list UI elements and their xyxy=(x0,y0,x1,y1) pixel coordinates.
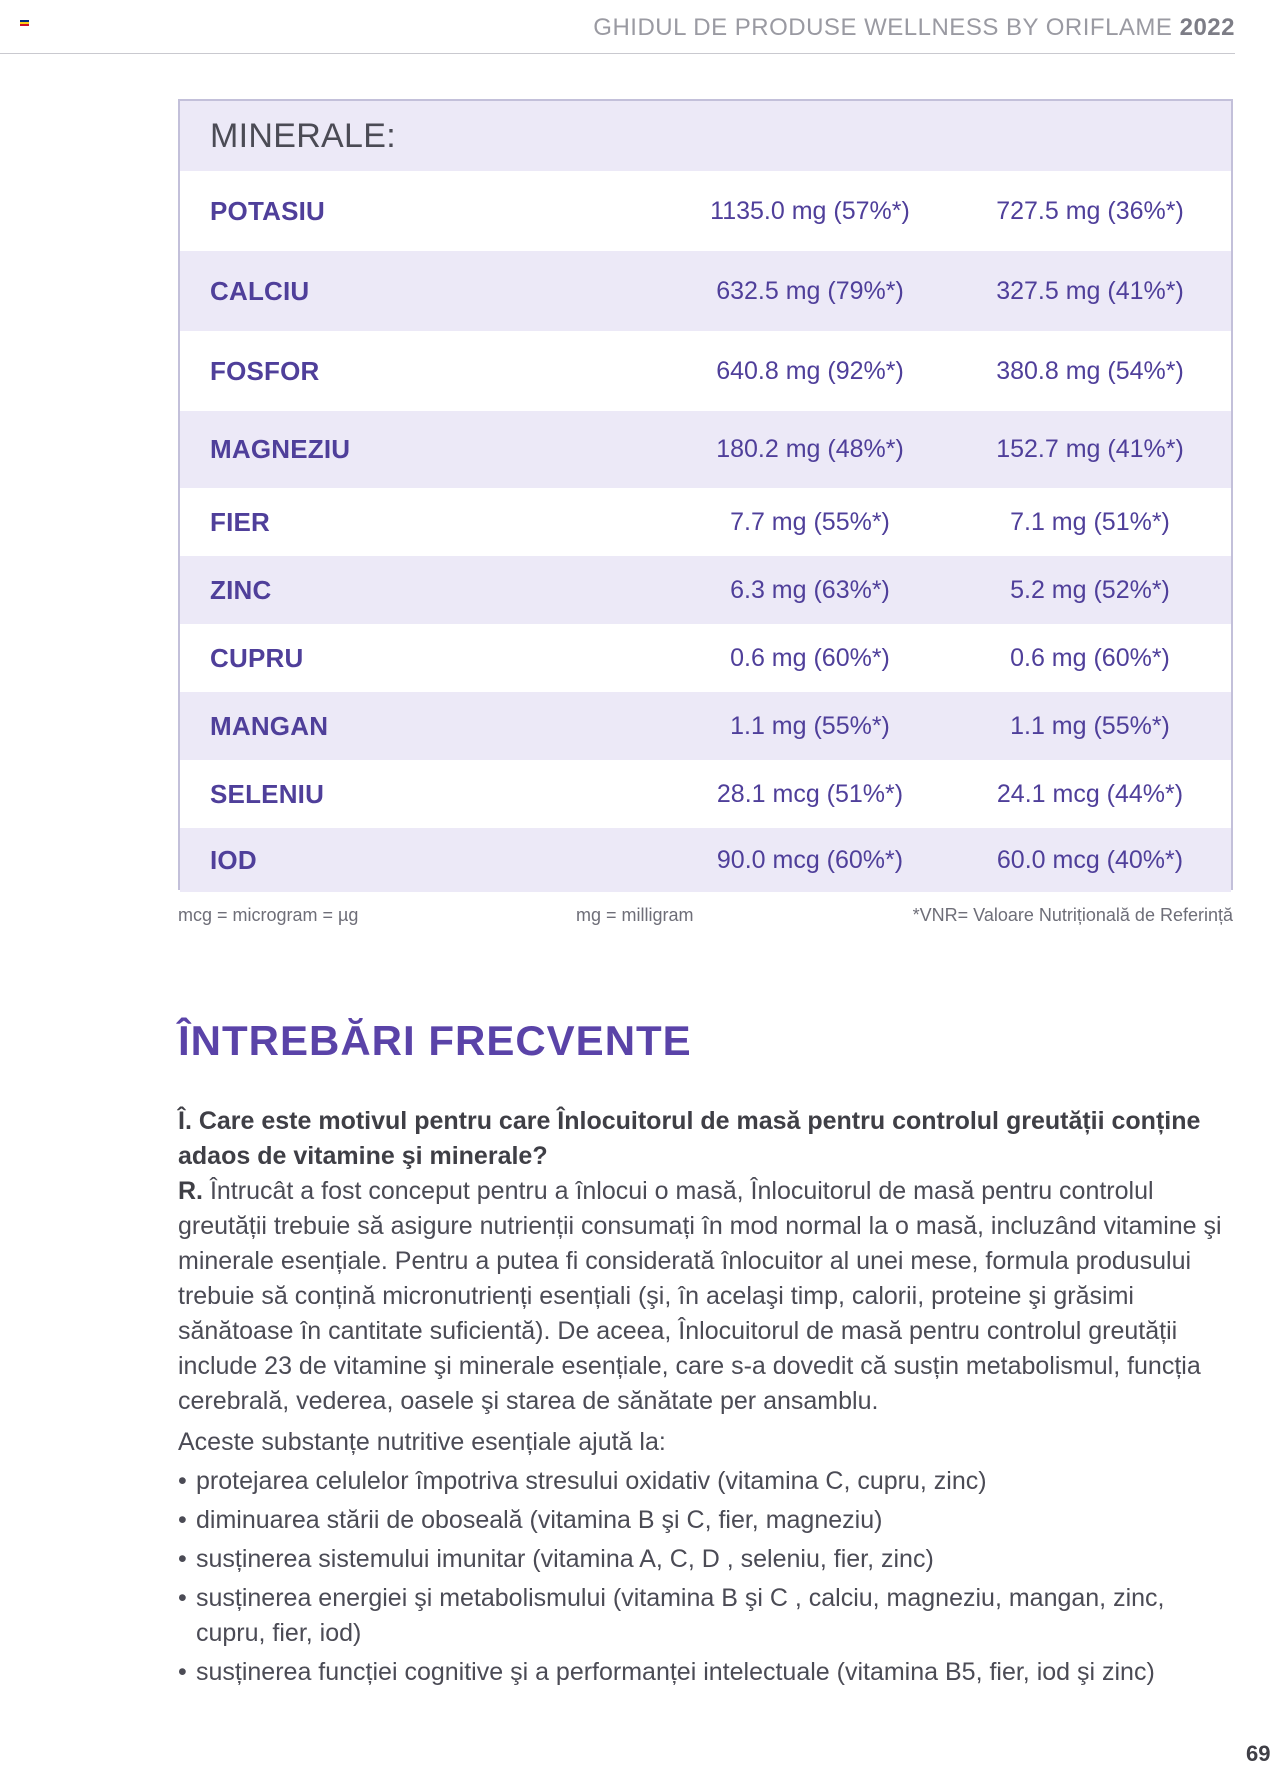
mineral-value-2: 0.6 mg (60%*) xyxy=(1010,643,1170,672)
faq-title: ÎNTREBĂRI FRECVENTE xyxy=(178,1017,692,1064)
mineral-value-2: 727.5 mg (36%*) xyxy=(996,196,1184,225)
table-heading: MINERALE: xyxy=(210,116,396,155)
faq-question: Î. Care este motivul pentru care Înlocuitorul de masă pentru controlul greutății conține adaos de vitamine şi minerale? xyxy=(178,1107,1201,1170)
mineral-name: MAGNEZIU xyxy=(210,434,351,464)
mineral-value-2: 327.5 mg (41%*) xyxy=(996,276,1184,305)
mineral-value-2: 1.1 mg (55%*) xyxy=(1010,711,1170,740)
benefits-list xyxy=(178,1464,1238,1690)
mineral-value-1: 1.1 mg (55%*) xyxy=(730,711,890,740)
mineral-value-1: 6.3 mg (63%*) xyxy=(730,575,890,604)
legend-mcg: mcg = microgram = µg xyxy=(178,905,359,925)
header-divider xyxy=(0,53,1235,54)
list-item: • protejarea celulelor împotriva stresului oxidativ (vitamina C, cupru, zinc) xyxy=(178,1464,1238,1499)
mineral-value-1: 640.8 mg (92%*) xyxy=(716,356,904,385)
mineral-name: IOD xyxy=(210,844,257,875)
header-year: 2022 xyxy=(1179,14,1235,41)
table-row xyxy=(180,171,1231,251)
faq-intro: Aceste substanțe nutritive esențiale ajută la: xyxy=(178,1428,666,1456)
mineral-value-2: 5.2 mg (52%*) xyxy=(1010,575,1170,604)
mineral-value-1: 180.2 mg (48%*) xyxy=(716,435,904,463)
table-row xyxy=(180,692,1231,760)
flag-stripe-red xyxy=(20,24,29,26)
legend-vnr: *VNR= Valoare Nutrițională de Referință xyxy=(912,905,1233,925)
list-item: • susținerea energiei şi metabolismului (vitamina B şi C , calciu, magneziu, mangan, zinc, cupru, fier, iod) xyxy=(178,1581,1238,1651)
table-heading-row xyxy=(180,101,1231,171)
legend-mg: mg = milligram xyxy=(576,905,694,925)
answer-text: Întrucât a fost conceput pentru a înlocui o masă, Înlocuitorul de masă pentru controlul greutății trebuie să asigure nutrienții consumați în mod normal la o masă, incluzând vitamine şi minerale esențiale. Pentru a putea fi considerată înlocuitor al unei mese, formula produsului trebuie să conțină micronutrienți esențiali (şi, în acelaşi timp, calorii, proteine şi grăsimi sănătoase în cantitate suficientă). De aceea, Înlocuitorul de masă pentru controlul greutății include 23 de vitamine şi minerale esențiale, care s-a dovedit că susțin metabolismul, funcția cerebrală, vederea, oasele şi starea de sănătate per ansamblu. xyxy=(178,1177,1222,1415)
mineral-value-1: 0.6 mg (60%*) xyxy=(730,643,890,672)
mineral-value-2: 24.1 mcg (44%*) xyxy=(996,779,1184,808)
table-row xyxy=(180,251,1231,331)
mineral-value-1: 1135.0 mg (57%*) xyxy=(710,196,910,225)
romanian-flag-icon xyxy=(20,20,29,26)
answer-prefix: R. xyxy=(178,1177,203,1205)
table-row xyxy=(180,556,1231,624)
table-row xyxy=(180,760,1231,828)
mineral-name: FOSFOR xyxy=(210,355,320,386)
mineral-name: POTASIU xyxy=(210,195,326,226)
list-item: • diminuarea stării de oboseală (vitamina B şi C, fier, magneziu) xyxy=(178,1503,1238,1538)
page-number: 69 xyxy=(1246,1741,1271,1766)
mineral-name: CUPRU xyxy=(210,642,304,673)
faq-answer xyxy=(178,1174,1238,1419)
mineral-value-1: 632.5 mg (79%*) xyxy=(716,276,904,305)
table-row xyxy=(180,488,1231,556)
mineral-value-1: 7.7 mg (55%*) xyxy=(730,507,890,536)
list-item: • susținerea sistemului imunitar (vitamina A, C, D , seleniu, fier, zinc) xyxy=(178,1542,1238,1577)
list-item: • susținerea funcției cognitive şi a performanței intelectuale (vitamina B5, fier, iod şi zinc) xyxy=(178,1655,1238,1690)
table-row xyxy=(180,828,1231,892)
mineral-name: ZINC xyxy=(210,574,272,605)
mineral-name: SELENIU xyxy=(210,778,325,809)
mineral-value-1: 28.1 mcg (51%*) xyxy=(716,779,904,808)
mineral-value-2: 380.8 mg (54%*) xyxy=(996,356,1184,385)
header-title xyxy=(593,14,1235,42)
table-row xyxy=(180,624,1231,692)
table-row xyxy=(180,331,1231,411)
mineral-value-2: 152.7 mg (41%*) xyxy=(996,435,1184,463)
mineral-name: MANGAN xyxy=(210,710,329,741)
minerals-table xyxy=(178,99,1233,890)
faq-section xyxy=(178,1104,1238,1694)
header-title-text: GHIDUL DE PRODUSE WELLNESS BY ORIFLAME xyxy=(593,14,1173,41)
table-row xyxy=(180,411,1231,488)
mineral-value-1: 90.0 mcg (60%*) xyxy=(716,845,904,874)
mineral-name: FIER xyxy=(210,506,271,537)
mineral-name: CALCIU xyxy=(210,275,310,306)
mineral-value-2: 7.1 mg (51%*) xyxy=(1010,507,1170,536)
mineral-value-2: 60.0 mcg (40%*) xyxy=(996,845,1184,874)
